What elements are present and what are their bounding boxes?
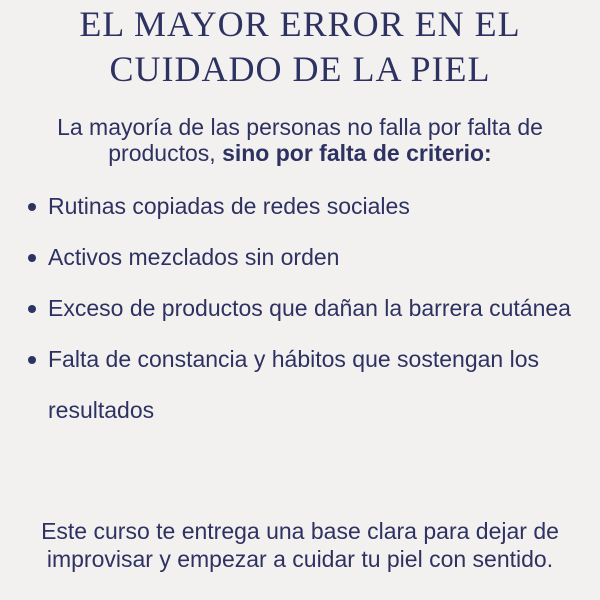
bullet-item: Exceso de productos que dañan la barrera cutánea (0, 283, 600, 334)
intro-emphasis: sino por falta de criterio: (222, 140, 492, 166)
intro-text: La mayoría de las personas no falla por falta de productos, (57, 114, 543, 166)
title-line-2: CUIDADO DE LA PIEL (109, 49, 491, 89)
bullet-list (0, 181, 600, 436)
bullet-item: Rutinas copiadas de redes sociales (0, 181, 600, 232)
page-title (0, 2, 600, 92)
closing-paragraph: Este curso te entrega una base clara para dejar de improvisar y empezar a cuidar tu piel con sentido. (41, 518, 559, 572)
bullet-item: Activos mezclados sin orden (0, 232, 600, 283)
intro-paragraph (18, 114, 582, 166)
title-line-1: EL MAYOR ERROR EN EL (79, 4, 521, 44)
bullet-item: Falta de constancia y hábitos que sostengan los resultados (0, 334, 600, 436)
